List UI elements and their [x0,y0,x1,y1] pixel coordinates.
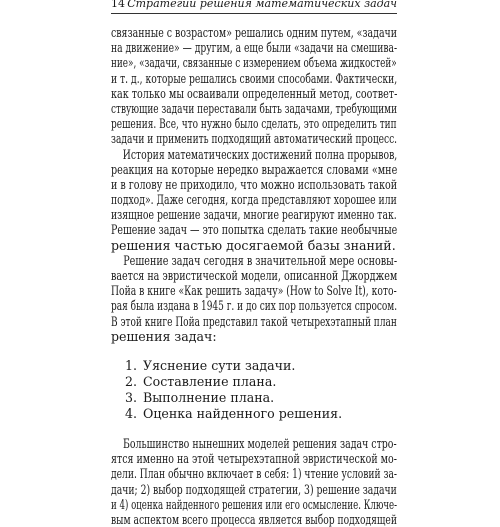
text-line: История математических достижений полна прорывов, [111,146,398,162]
text-line: на движение» — другим, а еще были «задачи на смешива- [111,40,398,56]
list-item-number: 3. [125,389,138,405]
list-item [111,374,397,390]
text-line: решения задач: [111,328,217,344]
paragraph [111,147,397,253]
list-item-text: Составление плана. [143,373,277,389]
text-line: ние», «задачи, связанные с измерением объема жидкостей» [111,55,397,71]
text-line: изящное решение задачи, многие реагируют именно так. [111,207,397,223]
text-line: решения. Все, что нужно было сделать, это определить тип [111,116,397,132]
text-line: и т. д., которые решались своими способами. Фактически, [111,70,398,86]
list-item [111,390,397,406]
text-line: связанные с возрастом» решались одним путем, «задачи [111,25,398,40]
list-item-text: Уяснение сути задачи. [143,357,296,373]
text-line: дели. План обычно включает в себя: 1) чтение условий за- [111,466,398,482]
text-line: ятся именно на этой четырехэтапной эвристической мо- [111,451,397,467]
list-item [111,406,397,422]
list-item [111,358,397,374]
paragraph [111,253,397,344]
text-line: ствующие задачи переставали быть задачами, требующими [111,100,398,116]
text-line: реакция на которые нередко выражается словами «мне [111,161,398,177]
running-header [111,0,397,14]
list-item-text: Выполнение плана. [143,389,275,405]
text-line: задачи и применить подходящий автоматический процесс. [111,131,398,147]
list-item-number: 4. [125,405,138,421]
text-line: рая была издана в 1945 г. и до сих пор пользуется спросом. [111,298,398,314]
list-item-number: 2. [125,373,138,389]
list-item-text: Оценка найденного решения. [143,405,343,421]
text-line: Решение задач — это попытка сделать такие необычные [111,222,398,238]
text-line: и 4) оценка найденного решения или его осмысление. Ключе- [111,496,398,512]
text-line: подход». Даже сегодня, когда представляют хорошее или [111,192,397,208]
text-line: Решение задач сегодня в значительной мере основы- [111,252,398,268]
text-line: вым аспектом всего процесса является выбор подходящей [111,511,397,527]
text-line: и в голову не приходило, что можно использовать такой [111,176,398,192]
running-title: Стратегии решения математических задач [127,0,397,10]
text-line: вается на эвристической модели, описанной Джорджем [111,268,398,283]
page-number: 14 [111,0,125,10]
text-line: решения частью досягаемой базы знаний. [111,237,396,253]
text-line: В этой книге Пойа представил такой четырехэтапный план [111,313,397,329]
text-line: дачи; 2) выбор подходящей стратегии, 3) решение задачи [111,481,397,497]
paragraphs [111,25,397,344]
body-text [111,25,397,527]
text-line: как только мы осваивали определенный метод, соответ- [111,85,398,101]
text-line: Пойа в книге «Как решить задачу» (How to Solve It), кото- [111,283,397,299]
list-item-number: 1. [125,357,138,373]
text-line: Большинство нынешних моделей решения задач стро- [111,435,397,451]
paragraph [111,25,397,147]
numbered-list [111,358,397,422]
closing-paragraph [111,436,397,527]
